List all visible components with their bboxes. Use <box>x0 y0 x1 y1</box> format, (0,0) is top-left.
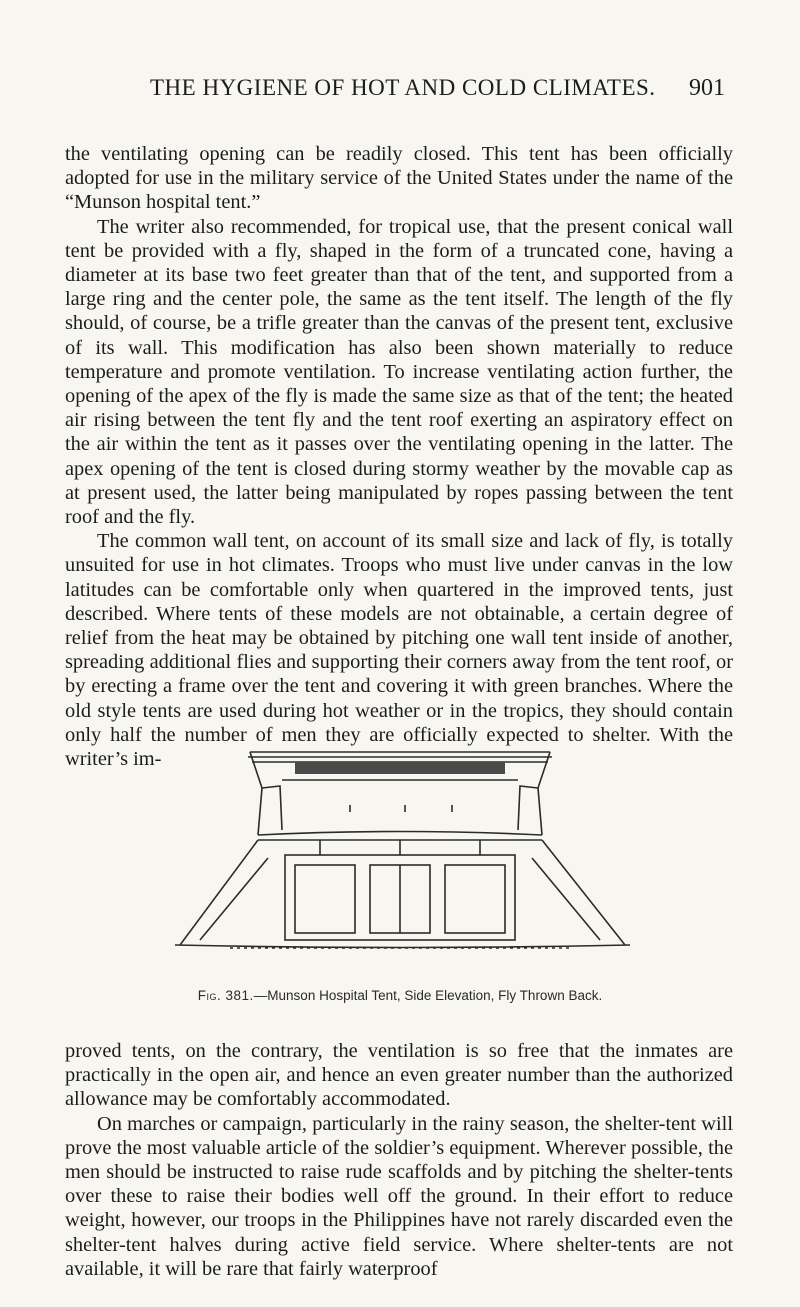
running-title: THE HYGIENE OF HOT AND COLD CLIMATES. <box>150 75 656 100</box>
right-guy-rope <box>542 840 625 945</box>
body-text-top <box>65 142 733 771</box>
paragraph: the ventilating opening can be readily closed. This tent has been officially adopted for use in the military service of the United States under the name of the “Munson hospital tent.” <box>65 143 733 214</box>
figure-caption <box>0 988 800 1003</box>
canopy-hatch <box>295 762 505 774</box>
ground-line <box>175 945 630 948</box>
page-number: 901 <box>689 75 725 101</box>
left-drape <box>250 752 262 835</box>
left-guy-rope <box>180 840 258 945</box>
right-drape <box>538 752 550 835</box>
paragraph: The common wall tent, on account of its small size and lack of fly, is totally unsuited for use in hot climates. Troops who must live under canvas in the low latitudes can be comfortable only when quartered in the improved tents, just described. Where tents of these models are not obtainable, a certain degree of relief from the heat may be obtained by pitching one wall tent inside of another, spreading additional flies and supporting their corners away from the tent roof, or by erecting a frame over the tent and covering it with green branches. Where the old style tents are used during hot weather or in the tropics, they should contain only half the number of men they are officially expected to shelter. With the writer’s im- <box>65 530 733 771</box>
body-text-bottom <box>65 1039 733 1281</box>
paragraph: On marches or campaign, particularly in the rainy season, the shelter-tent will prove the most valuable article of the soldier’s equipment. Wherever possible, the men should be instructed to raise rude scaffolds and by pitching the shelter-tents over these to raise their bodies well off the ground. In their effort to reduce weight, however, our troops in the Philippines have not rarely discarded even the shelter-tent halves during active field service. Where shelter-tents are not available, it will be rare that fairly waterproof <box>65 1112 733 1280</box>
paragraph: proved tents, on the contrary, the ventilation is so free that the inmates are practically in the open air, and hence an even greater number than the authorized allowance may be comfortably accommodated. <box>65 1040 733 1111</box>
tent-drawing <box>170 740 635 965</box>
paragraph: The writer also recommended, for tropical use, that the present conical wall tent be provided with a fly, shaped in the form of a truncated cone, having a diameter at its base two feet greater than that of the tent, and supported from a large ring and the center pole, the same as the tent itself. The length of the fly should, of course, be a trifle greater than the canvas of the present tent, exclusive of its wall. This modification has also been shown materially to reduce temperature and promote ventilation. To increase ventilating action further, the opening of the apex of the fly is made the same size as that of the tent; the heated air rising between the tent fly and the tent roof exerting an aspiratory effect on the air within the tent as it passes over the ventilating opening in the latter. The apex opening of the tent is closed during stormy weather by the movable cap as at present used, the latter being manipulated by ropes passing between the tent roof and the fly. <box>65 215 733 529</box>
figure-caption-text: —Munson Hospital Tent, Side Elevation, Fly Thrown Back. <box>253 988 603 1003</box>
figure-tent-illustration <box>170 740 635 965</box>
figure-label: Fig. 381. <box>197 988 254 1003</box>
running-header <box>150 75 725 105</box>
